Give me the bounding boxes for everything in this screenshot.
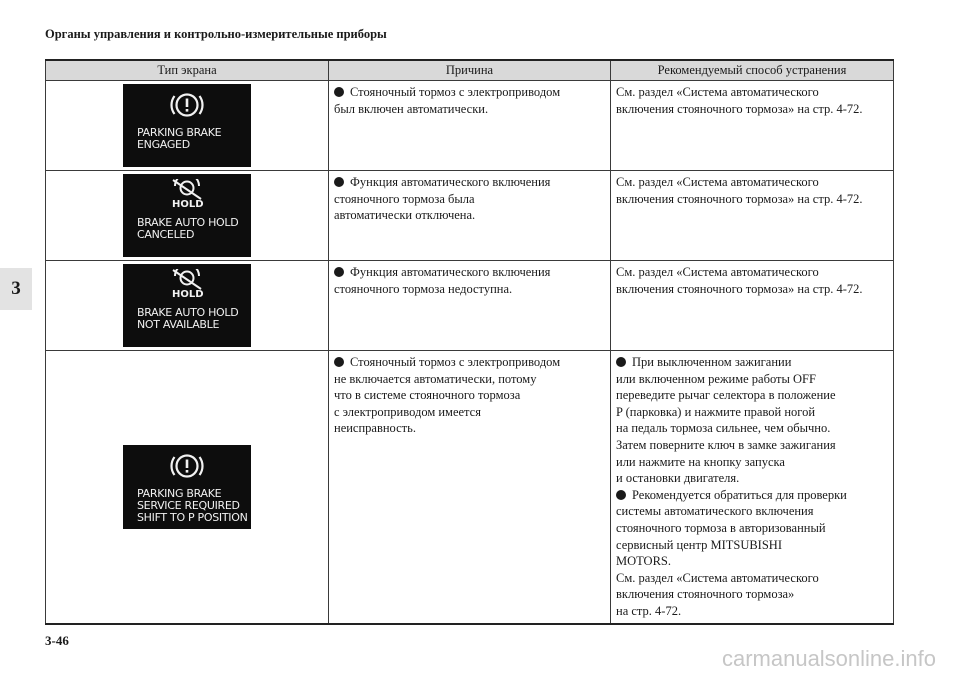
display-message-line: ENGAGED [137,138,190,151]
remedy-line [616,387,888,404]
cause-text: неисправность. [334,421,416,436]
display-message-line: CANCELED [137,228,195,241]
remedy-line [616,174,888,191]
remedy-line [632,487,888,504]
remedy-text: См. раздел «Система автоматического [616,175,819,189]
remedy-line [616,371,888,388]
remedy-text: включения стояночного тормоза» на стр. 4-72. [616,191,863,206]
remedy-line [632,354,888,371]
remedy-line [616,470,888,487]
bullet-icon [334,267,344,277]
remedy-cell [611,351,894,624]
cause-cell [329,351,611,624]
remedy-line [616,503,888,520]
cause-line [334,404,605,421]
watermark: carmanualsonline.info [721,646,936,671]
chapter-tab: 3 [0,268,32,310]
remedy-line [616,454,888,471]
page-number: 3-46 [45,633,69,648]
dashboard-display [123,445,251,529]
cause-text: что в системе стояночного тормоза [334,388,521,403]
remedy-line [616,437,888,454]
cause-text: Функция автоматического включения [350,175,551,189]
bullet-icon [334,357,344,367]
auto-hold-off-icon [131,179,243,217]
remedy-text: включения стояночного тормоза» [616,587,795,602]
remedy-text: При выключенном зажигании [632,355,792,369]
cause-text: был включен автоматически. [334,101,489,116]
cause-text: автоматически отключена. [334,208,476,223]
remedy-text: сервисный центр MITSUBISHI [616,537,782,552]
remedy-line [616,84,888,101]
remedy-line [616,603,888,620]
parking-brake-icon [131,89,243,127]
cause-line [350,264,605,281]
remedy-text: включения стояночного тормоза» на стр. 4-72. [616,101,863,116]
remedy-paragraph [616,84,888,117]
cause-line [334,207,605,224]
cause-line [350,174,605,191]
remedy-line [616,420,888,437]
column-header-remedy: Рекомендуемый способ устранения [611,60,894,81]
cause-text: с электроприводом имеется [334,404,481,419]
display-message [137,307,243,331]
remedy-text: системы автоматического включения [616,504,814,519]
remedy-line [616,586,888,603]
remedy-line [616,191,888,208]
page-header: Органы управления и контрольно-измерительные приборы [45,27,387,41]
remedy-text: на педаль тормоза сильнее, чем обычно. [616,421,831,436]
display-message [137,486,248,524]
cause-text: Функция автоматического включения [350,265,551,279]
cause-cell [329,171,611,261]
dashboard-display [123,174,251,257]
remedy-text: MOTORS. [616,554,671,569]
remedy-paragraph [616,174,888,207]
display-message-line: BRAKE AUTO HOLD [137,216,239,229]
remedy-text: См. раздел «Система автоматического [616,265,819,279]
brake-messages-table [45,59,894,625]
bullet-icon [616,490,626,500]
display-message-line: PARKING BRAKE [137,126,222,139]
table-row [46,171,894,261]
remedy-text: См. раздел «Система автоматического [616,570,819,585]
cause-line [334,420,605,437]
cause-bullet [334,174,605,224]
remedy-line [616,570,888,587]
dashboard-display [123,264,251,347]
cause-line [350,84,605,101]
remedy-line [616,553,888,570]
cause-line [334,281,605,298]
cause-cell [329,261,611,351]
display-message-line: SHIFT TO P POSITION [137,510,248,524]
remedy-text: Затем поверните ключ в замке зажигания [616,437,836,452]
remedy-cell [611,171,894,261]
display-message-line: SERVICE REQUIRED [137,498,240,512]
screen-type-cell [46,81,329,171]
table-row [46,81,894,171]
display-message [137,217,243,241]
remedy-text: или нажмите на кнопку запуска [616,454,785,469]
cause-line [334,371,605,388]
remedy-text: Рекомендуется обратиться для проверки [632,487,847,502]
remedy-text: включения стояночного тормоза» на стр. 4-72. [616,281,863,296]
remedy-line [616,264,888,281]
bullet-icon [616,357,626,367]
cause-text: Стояночный тормоз с электроприводом [350,355,561,369]
parking-brake-icon [131,450,243,488]
remedy-text: См. раздел «Система автоматического [616,85,819,99]
bullet-icon [334,177,344,187]
display-message [137,127,243,151]
screen-type-cell [46,171,329,261]
cause-bullet [334,84,605,117]
remedy-line [616,281,888,298]
remedy-cell [611,81,894,171]
remedy-paragraph [616,264,888,297]
remedy-line [616,520,888,537]
cause-bullet [334,354,605,437]
cause-text: стояночного тормоза недоступна. [334,281,513,296]
remedy-text: стояночного тормоза в авторизованный [616,520,826,535]
cause-line [350,354,605,371]
remedy-text: и остановки двигателя. [616,471,740,486]
cause-cell [329,81,611,171]
table-row [46,261,894,351]
remedy-line [616,101,888,118]
remedy-paragraph [616,487,888,620]
display-message-line: PARKING BRAKE [137,486,222,500]
auto-hold-off-icon [131,269,243,307]
display-message-line: BRAKE AUTO HOLD [137,306,239,319]
table-row [46,351,894,624]
cause-text: Стояночный тормоз с электроприводом [350,85,561,99]
cause-line [334,101,605,118]
cause-text: не включается автоматически, потому [334,371,537,386]
remedy-text: или включенном режиме работы OFF [616,371,816,386]
table-header-row [46,60,894,81]
cause-line [334,191,605,208]
column-header-cause: Причина [329,60,611,81]
remedy-line [616,537,888,554]
bullet-icon [334,87,344,97]
remedy-line [616,404,888,421]
screen-type-cell [46,351,329,624]
remedy-paragraph [616,354,888,487]
remedy-text: P (парковка) и нажмите правой ногой [616,404,816,419]
cause-bullet [334,264,605,297]
column-header-screen-type: Тип экрана [46,60,329,81]
remedy-text: переведите рычаг селектора в положение [616,388,836,403]
hold-icon-text: HOLD [172,199,204,210]
cause-text: стояночного тормоза была [334,191,475,206]
remedy-cell [611,261,894,351]
hold-icon-text: HOLD [172,289,204,300]
cause-line [334,387,605,404]
dashboard-display [123,84,251,167]
display-message-line: NOT AVAILABLE [137,318,220,331]
remedy-text: на стр. 4-72. [616,603,682,618]
screen-type-cell [46,261,329,351]
